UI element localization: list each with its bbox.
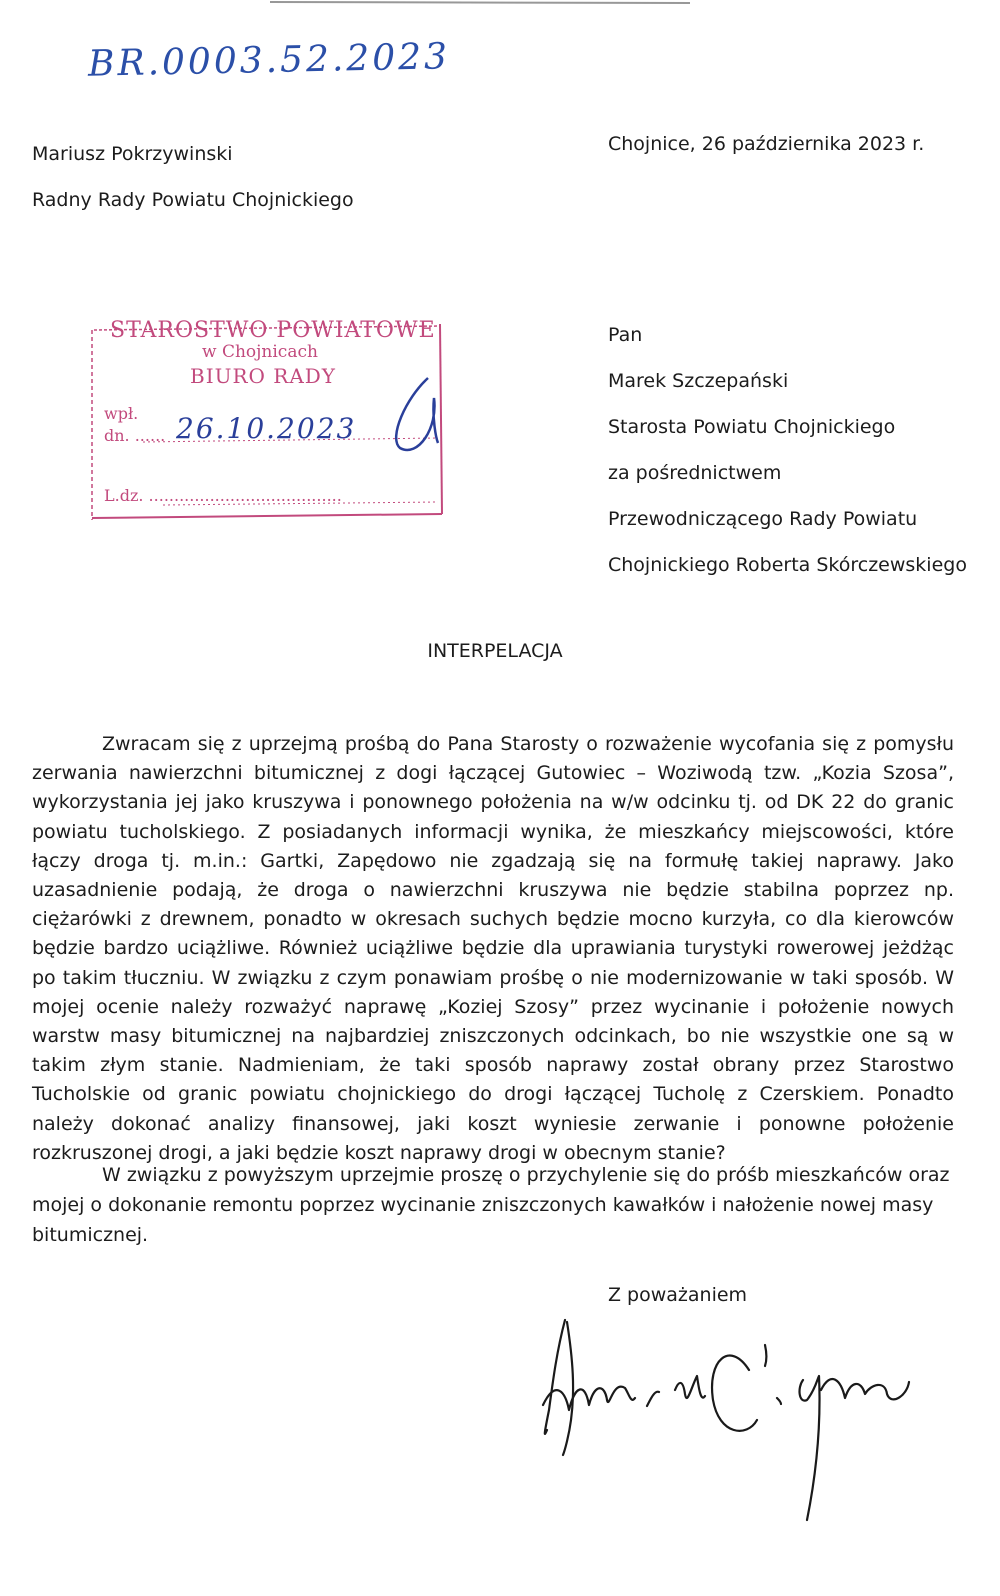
stamp-line-city: w Chojnicach	[202, 342, 318, 362]
recipient-line: za pośrednictwem	[608, 462, 782, 484]
stamp-received-date: 26.10.2023	[176, 412, 357, 445]
handwritten-reference-number: BR.0003.52.2023	[87, 36, 451, 85]
recipient-line: Przewodniczącego Rady Powiatu	[608, 508, 918, 530]
stamp-ldz-label: L.dz. ......................................	[104, 486, 342, 505]
sender-role: Radny Rady Powiatu Chojnickiego	[32, 189, 354, 211]
recipient-line: Starosta Powiatu Chojnickiego	[608, 416, 896, 438]
received-stamp	[88, 308, 446, 520]
stamp-line-department: BIURO RADY	[190, 364, 337, 388]
date-line: Chojnice, 26 października 2023 r.	[608, 133, 925, 155]
closing-salutation: Z poważaniem	[608, 1284, 748, 1306]
recipient-line: Marek Szczepański	[608, 370, 789, 392]
recipient-line: Chojnickiego Roberta Skórczewskiego	[608, 554, 967, 576]
body-paragraph-2: W związku z powyższym uprzejmie proszę o przychylenie się do próśb mieszkańców oraz mojej o dokonanie remontu poprzez wycinanie zniszczonych kawałków i nałożenie nowej masy bitumicznej.	[32, 1164, 950, 1246]
body-paragraph-1: Zwracam się z uprzejmą prośbą do Pana Starosty o rozważenie wycofania się z pomysłu zerwania nawierzchni bitumicznej z dogi łączącej Gutowiec – Woziwodą tzw. „Kozia Szosa”, wykorzystania jej jako kruszywa i ponownego położenia na w/w odcinku tj. od DK 22 do granic powiatu tucholskiego. Z posiadanych informacji wynika, że mieszkańcy miejscowości, które łączy droga tj. m.in.: Gartki, Zapędowo nie zgadzają się na formułę takiej naprawy. Jako uzasadnienie podają, że droga o nawierzchni kruszywa nie będzie stabilna poprzez np. ciężarówki z drewnem, ponadto w okresach suchych będzie mocno kurzyła, co dla kierowców będzie bardzo uciążliwe. Również uciążliwe będzie dla uprawiania turystyki rowerowej jeżdżąc po takim tłuczniu. W związku z czym ponawiam prośbę o nie modernizowanie w taki sposób. W mojej ocenie należy rozważyć naprawę „Koziej Szosy” przez wycinanie i położenie nowych warstw masy bitumicznej na najbardziej zniszczonych odcinkach, bo nie wszystkie one są w takim złym stanie. Nadmieniam, że taki sposób naprawy został obrany przez Starostwo Tucholskie od granic powiatu chojnickiego do drogi łączącej Tucholę z Czerskiem. Ponadto należy dokonać analizy finansowej, jaki koszt wyniesie zerwanie i ponowne położenie rozkruszonej drogi, a jaki będzie koszt naprawy drogi w obecnym stanie?	[32, 733, 954, 1164]
recipient-line: Pan	[608, 324, 643, 346]
stamp-received-label: wpł.	[104, 404, 139, 423]
recipient-block	[608, 312, 967, 588]
handwritten-signature	[535, 1310, 925, 1540]
document-heading: INTERPELACJA	[427, 640, 563, 662]
stamp-day-label: dn. ......	[104, 426, 166, 445]
sender-block	[32, 131, 354, 223]
stamp-line-office: STAROSTWO POWIATOWE	[110, 318, 436, 343]
sender-name: Mariusz Pokrzywinski	[32, 143, 233, 165]
scan-edge-mark	[270, 0, 690, 6]
